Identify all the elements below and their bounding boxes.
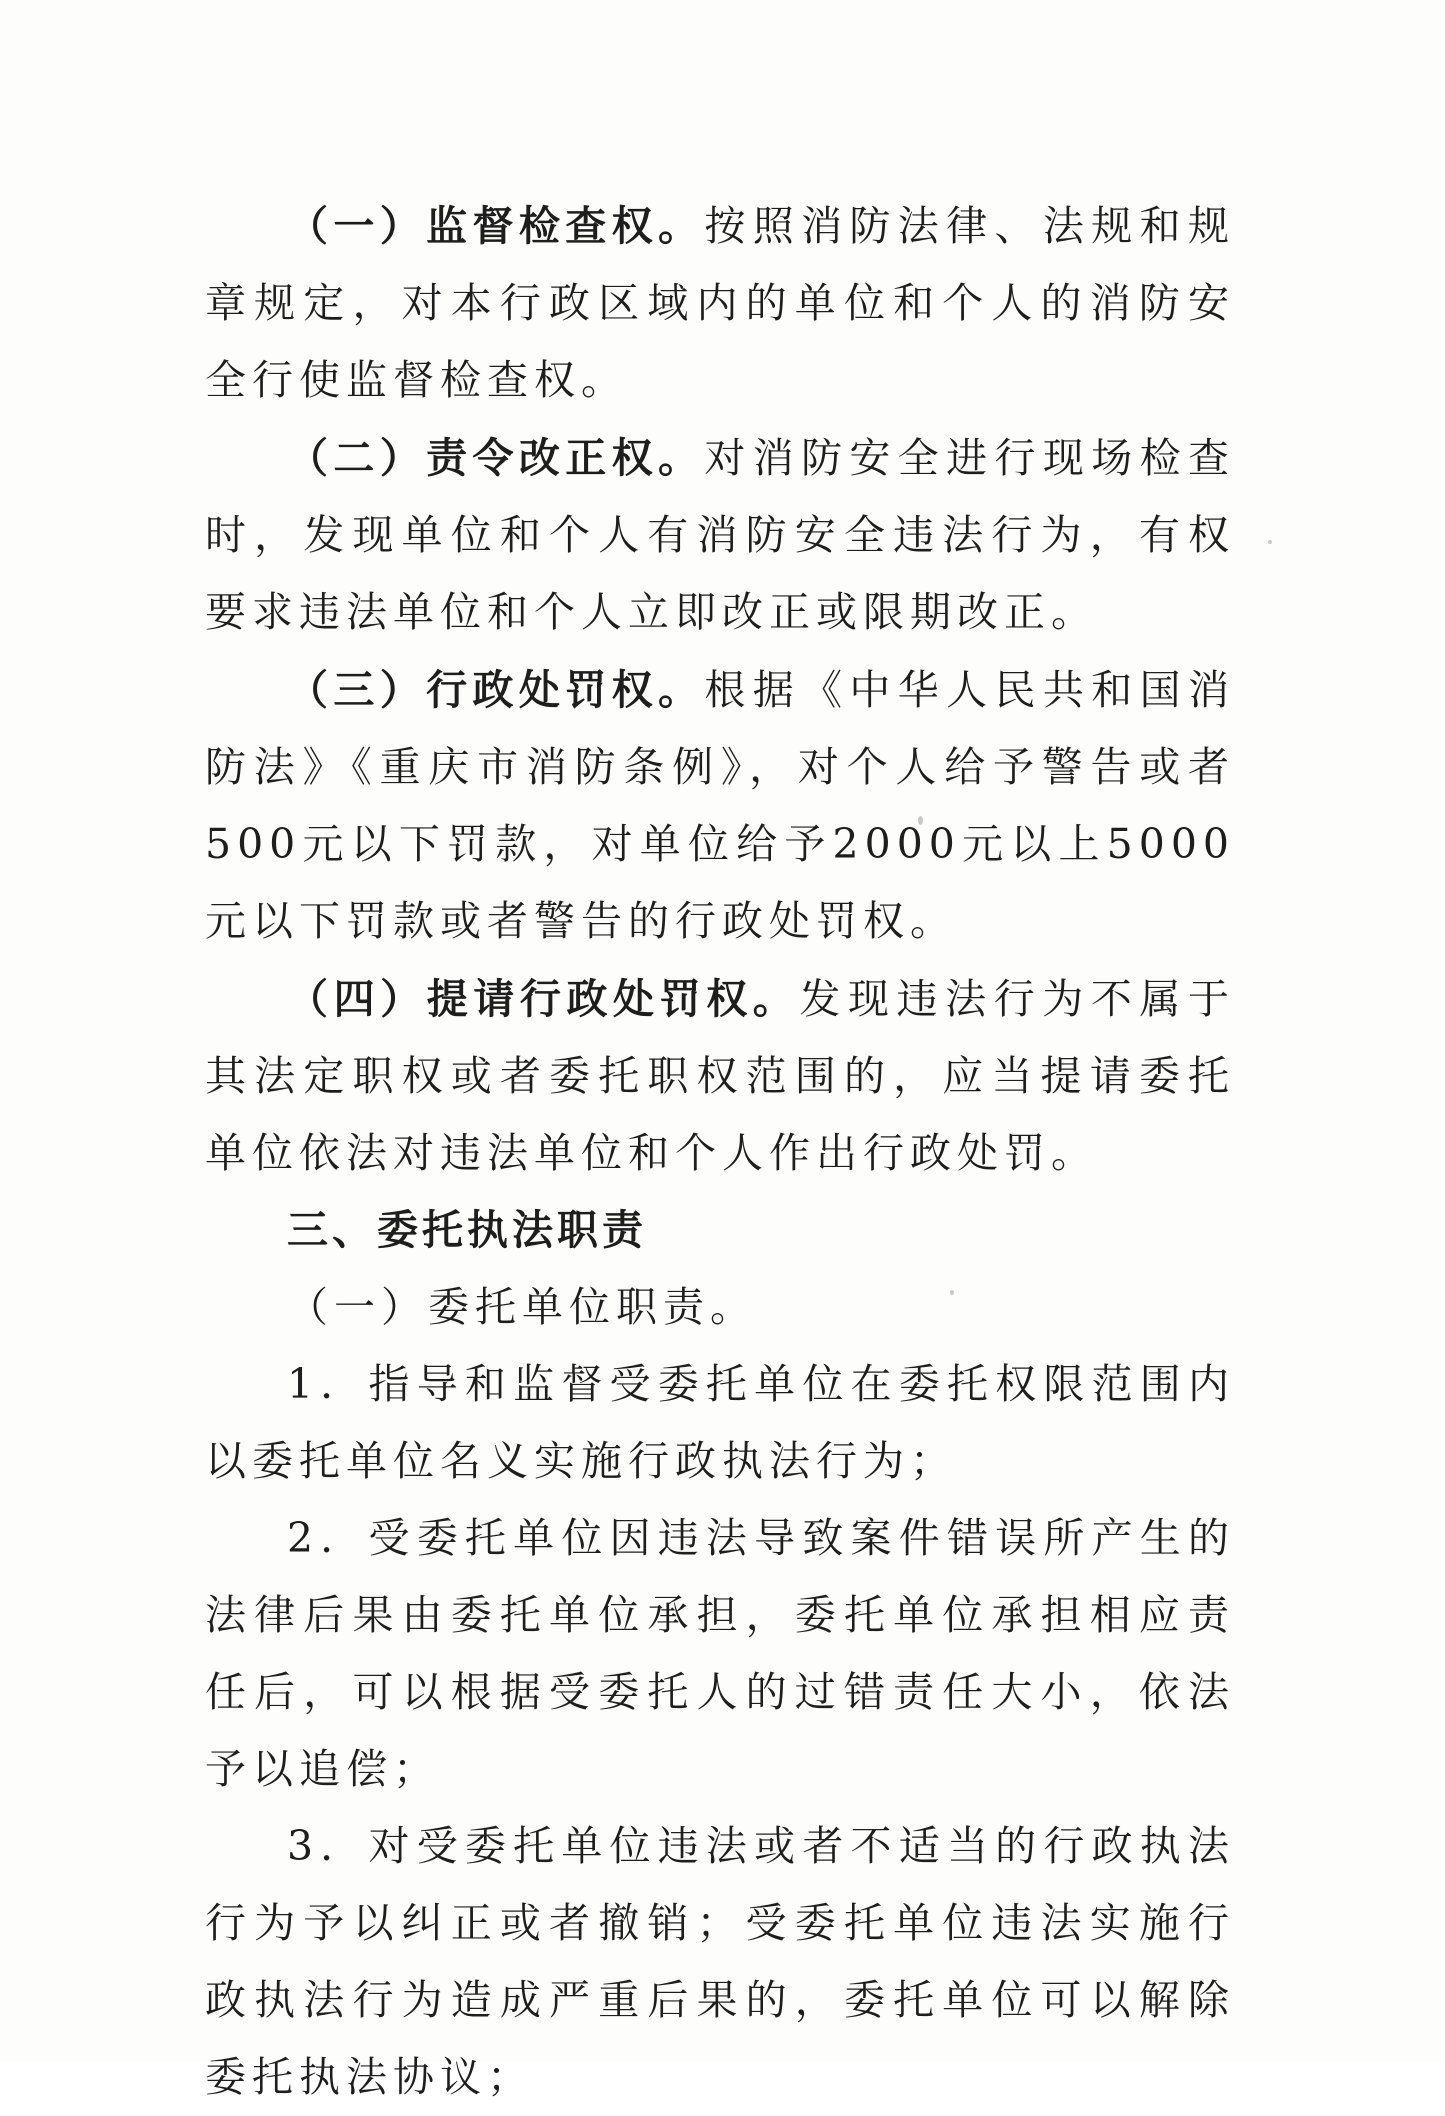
subsection-heading: （一）委托单位职责。	[287, 1283, 757, 1331]
paragraph-lead: （二）责令改正权。	[287, 434, 705, 482]
paragraph-body: 按照消防法律、法规和规章规定，对本行政区域内的单位和个人的消防安全行使监督检查权。	[205, 202, 1236, 404]
list-item: 3．对受委托单位违法或者不适当的行政执法行为予以纠正或者撤销；受委托单位违法实施行政执法行为造成严重后果的，委托单位可以解除委托执法协议；	[205, 1822, 1235, 2101]
paragraph-lead: （三）行政处罚权。	[287, 666, 705, 714]
document-body	[205, 188, 1235, 2116]
list-item: 2．受委托单位因违法导致案件错误所产生的法律后果由委托单位承担，委托单位承担相应责任后，可以根据受委托人的过错责任大小，依法予以追偿；	[205, 1514, 1235, 1793]
paragraph-correction	[205, 420, 1235, 651]
paragraph-referral	[205, 961, 1235, 1192]
paragraph-body: 发现违法行为不属于其法定职权或者委托职权范围的，应当提请委托单位依法对违法单位和个人作出行政处罚。	[205, 975, 1236, 1177]
paragraph-lead: （四）提请行政处罚权。	[287, 975, 800, 1023]
paragraph-lead: （一）监督检查权。	[287, 202, 705, 250]
paragraph-body: 根据《中华人民共和国消防法》《重庆市消防条例》，对个人给予警告或者500元以下罚款，对单位给予2000元以上5000元以下罚款或者警告的行政处罚权。	[205, 666, 1236, 945]
paragraph-penalty	[205, 652, 1235, 960]
section-heading: 三、委托执法职责	[287, 1206, 647, 1254]
paragraph-supervision	[205, 188, 1235, 419]
paragraph-body: 对消防安全进行现场检查时，发现单位和个人有消防安全违法行为，有权要求违法单位和个人立即改正或限期改正。	[205, 434, 1236, 636]
scan-speck	[1268, 540, 1272, 544]
list-item: 1．指导和监督受委托单位在委托权限范围内以委托单位名义实施行政执法行为；	[205, 1360, 1235, 1485]
